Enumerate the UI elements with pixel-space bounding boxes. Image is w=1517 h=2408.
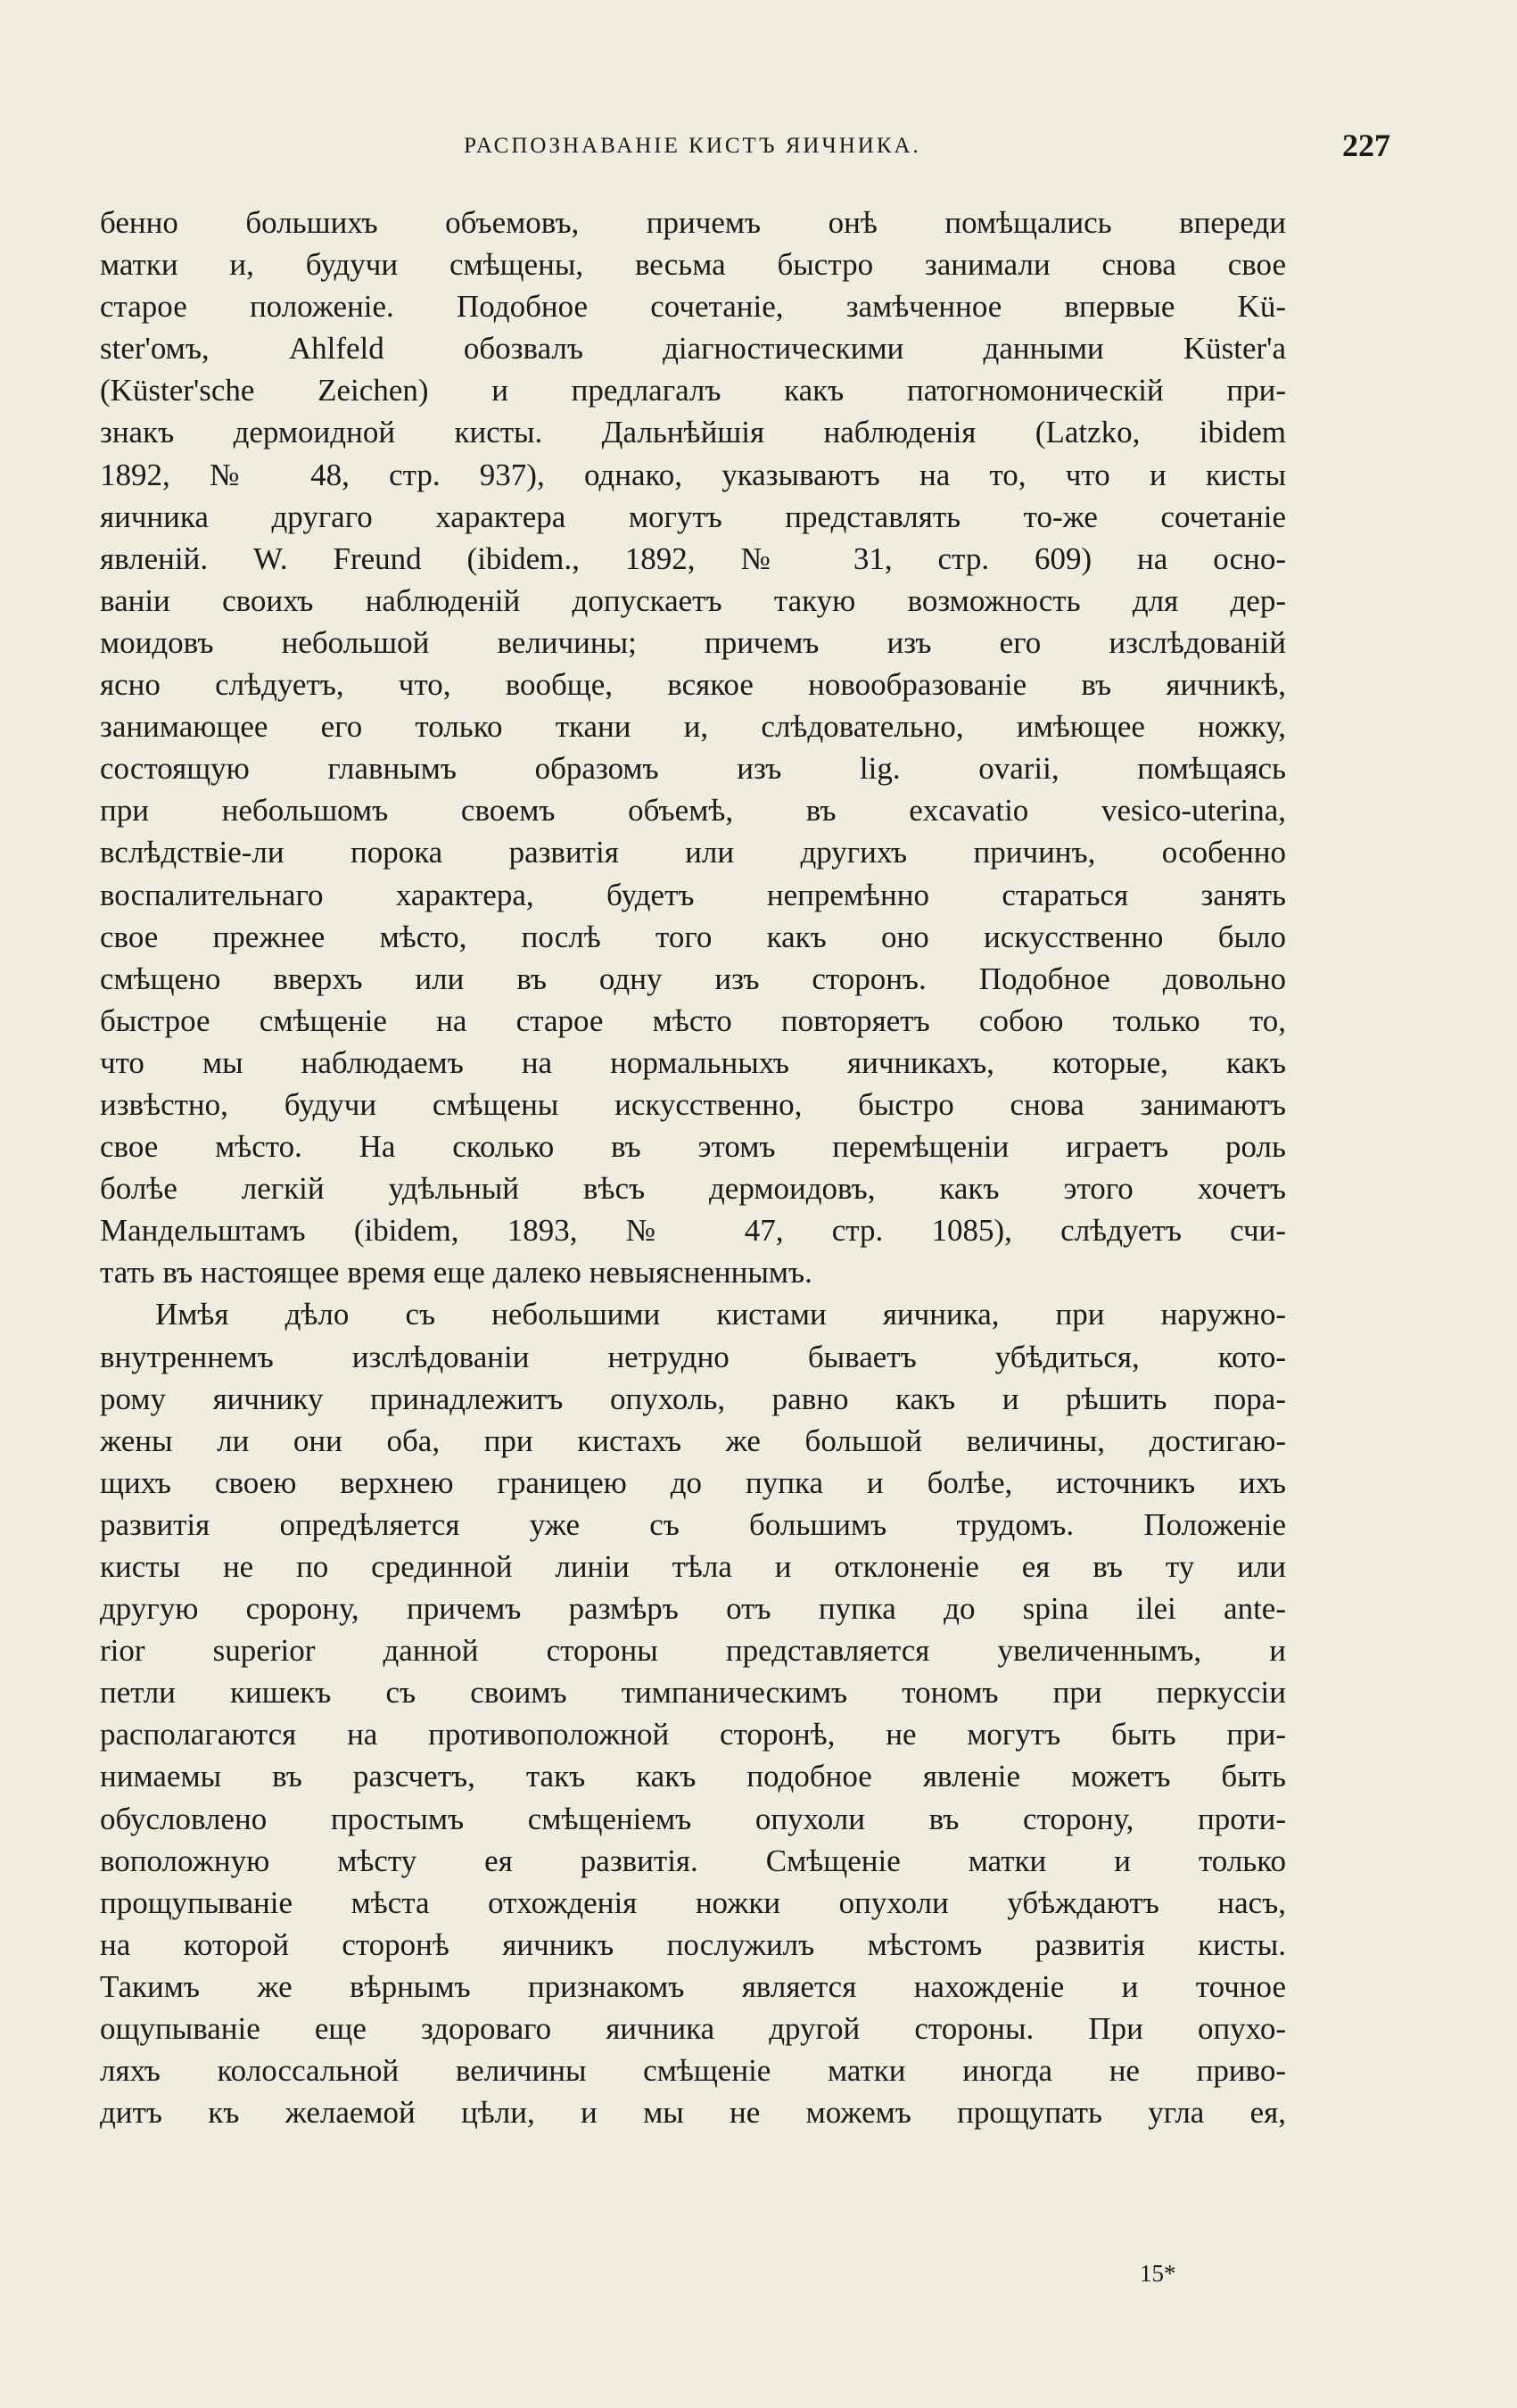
text-line: быстрое смѣщеніе на старое мѣсто повторяетъ собою только то, [100,1002,1286,1038]
text-line: матки и, будучи смѣщены, весьма быстро занимали снова свое [100,247,1286,283]
text-line: ляхъ колоссальной величины смѣщеніе матки иногда не приво- [100,2053,1286,2089]
text-line: что мы наблюдаемъ на нормальныхъ яичникахъ, которые, какъ [100,1044,1286,1080]
text-line: болѣе легкій удѣльный вѣсъ дермоидовъ, какъ этого хочетъ [100,1171,1286,1207]
signature-mark: 15* [1140,2260,1176,2287]
text-line: извѣстно, будучи смѣщены искусственно, быстро снова занимаютъ [100,1086,1286,1122]
text-line: рому яичнику принадлежитъ опухоль, равно какъ и рѣшить пора- [100,1381,1286,1416]
page-number: 227 [1342,128,1390,163]
text-line: явленій. W. Freund (ibidem., 1892, № 31, стр. 609) на осно- [100,540,1286,576]
text-line: вслѣдствіе-ли порока развитія или другихъ причинъ, особенно [100,835,1286,870]
text-line: моидовъ небольшой величины; причемъ изъ его изслѣдованій [100,624,1286,660]
page-header [100,127,1390,171]
text-line: ster'омъ, Ahlfeld обозвалъ діагностическими данными Küster'a [100,331,1286,367]
text-line: другую сророну, причемъ размѣръ отъ пупка до spina ilei ante- [100,1591,1286,1627]
text-line: тать въ настоящее время еще далеко невыясненнымъ. [100,1255,812,1291]
text-line: петли кишекъ съ своимъ тимпаническимъ тономъ при перкуссіи [100,1675,1286,1711]
text-line: нимаемы въ разсчетъ, такъ какъ подобное явленіе можетъ быть [100,1759,1286,1794]
text-line: состоящую главнымъ образомъ изъ lig. ovarii, помѣщаясь [100,751,1286,787]
running-title: РАСПОЗНАВАНІЕ КИСТЪ ЯИЧНИКА. [464,134,921,158]
text-line: rior superior данной стороны представляется увеличеннымъ, и [100,1633,1286,1669]
text-line: щихъ своею верхнею границею до пупка и болѣе, источникъ ихъ [100,1464,1286,1500]
text-line: располагаются на противоположной сторонѣ, не могутъ быть при- [100,1717,1286,1752]
text-line: развитія опредѣляется уже съ большимъ трудомъ. Положеніе [100,1506,1286,1542]
text-line: ясно слѣдуетъ, что, вообще, всякое новообразованіе въ яичникѣ, [100,667,1286,703]
text-line: (Küster'sche Zeichen) и предлагалъ какъ патогномоническій при- [100,373,1286,408]
text-line: ваніи своихъ наблюденій допускаетъ такую возможность для дер- [100,582,1286,618]
text-line: Такимъ же вѣрнымъ признакомъ является нахожденіе и точное [100,1968,1286,2004]
text-line: кисты не по срединной линіи тѣла и отклоненіе ея въ ту или [100,1549,1286,1584]
text-line: 1892, № 48, стр. 937), однако, указываютъ на то, что и кисты [100,457,1286,492]
text-line: жены ли они оба, при кистахъ же большой величины, достигаю- [100,1423,1286,1458]
text-line: бенно большихъ объемовъ, причемъ онѣ помѣщались впереди [100,205,1286,240]
text-line: Имѣя дѣло съ небольшими кистами яичника, при наружно- [155,1297,1286,1332]
text-line: свое мѣсто. На сколько въ этомъ перемѣщеніи играетъ роль [100,1129,1286,1165]
text-line: знакъ дермоидной кисты. Дальнѣйшія наблюденія (Latzko, ibidem [100,415,1286,450]
text-line: обусловлено простымъ смѣщеніемъ опухоли въ сторону, проти- [100,1801,1286,1836]
text-line: Мандельштамъ (ibidem, 1893, № 47, стр. 1085), слѣдуетъ счи- [100,1213,1286,1249]
text-line: ощупываніе еще здороваго яичника другой стороны. При опухо- [100,2011,1286,2047]
text-line: смѣщено вверхъ или въ одну изъ сторонъ. Подобное довольно [100,961,1286,996]
paragraph-1 [100,202,1286,1293]
text-line: старое положеніе. Подобное сочетаніе, замѣченное впервые Kü- [100,289,1286,325]
text-line: занимающее его только ткани и, слѣдовательно, имѣющее ножку, [100,709,1286,745]
text-line: внутреннемъ изслѣдованіи нетрудно бываетъ убѣдиться, кото- [100,1339,1286,1374]
body-text [100,202,1286,2133]
text-line: дитъ къ желаемой цѣли, и мы не можемъ прощупать угла ея, [100,2095,1286,2131]
text-line: прощупываніе мѣста отхожденія ножки опухоли убѣждаютъ насъ, [100,1884,1286,1920]
paragraph-2 [100,1293,1286,2133]
text-line: на которой сторонѣ яичникъ послужилъ мѣстомъ развитія кисты. [100,1926,1286,1962]
text-line: воспалительнаго характера, будетъ непремѣнно стараться занять [100,877,1286,912]
text-line: при небольшомъ своемъ объемѣ, въ excavatio vesico-uterina, [100,793,1286,829]
text-line: воположную мѣсту ея развитія. Смѣщеніе матки и только [100,1843,1286,1878]
text-line: свое прежнее мѣсто, послѣ того какъ оно искусственно было [100,919,1286,954]
text-line: яичника другаго характера могутъ представлять то-же сочетаніе [100,499,1286,534]
